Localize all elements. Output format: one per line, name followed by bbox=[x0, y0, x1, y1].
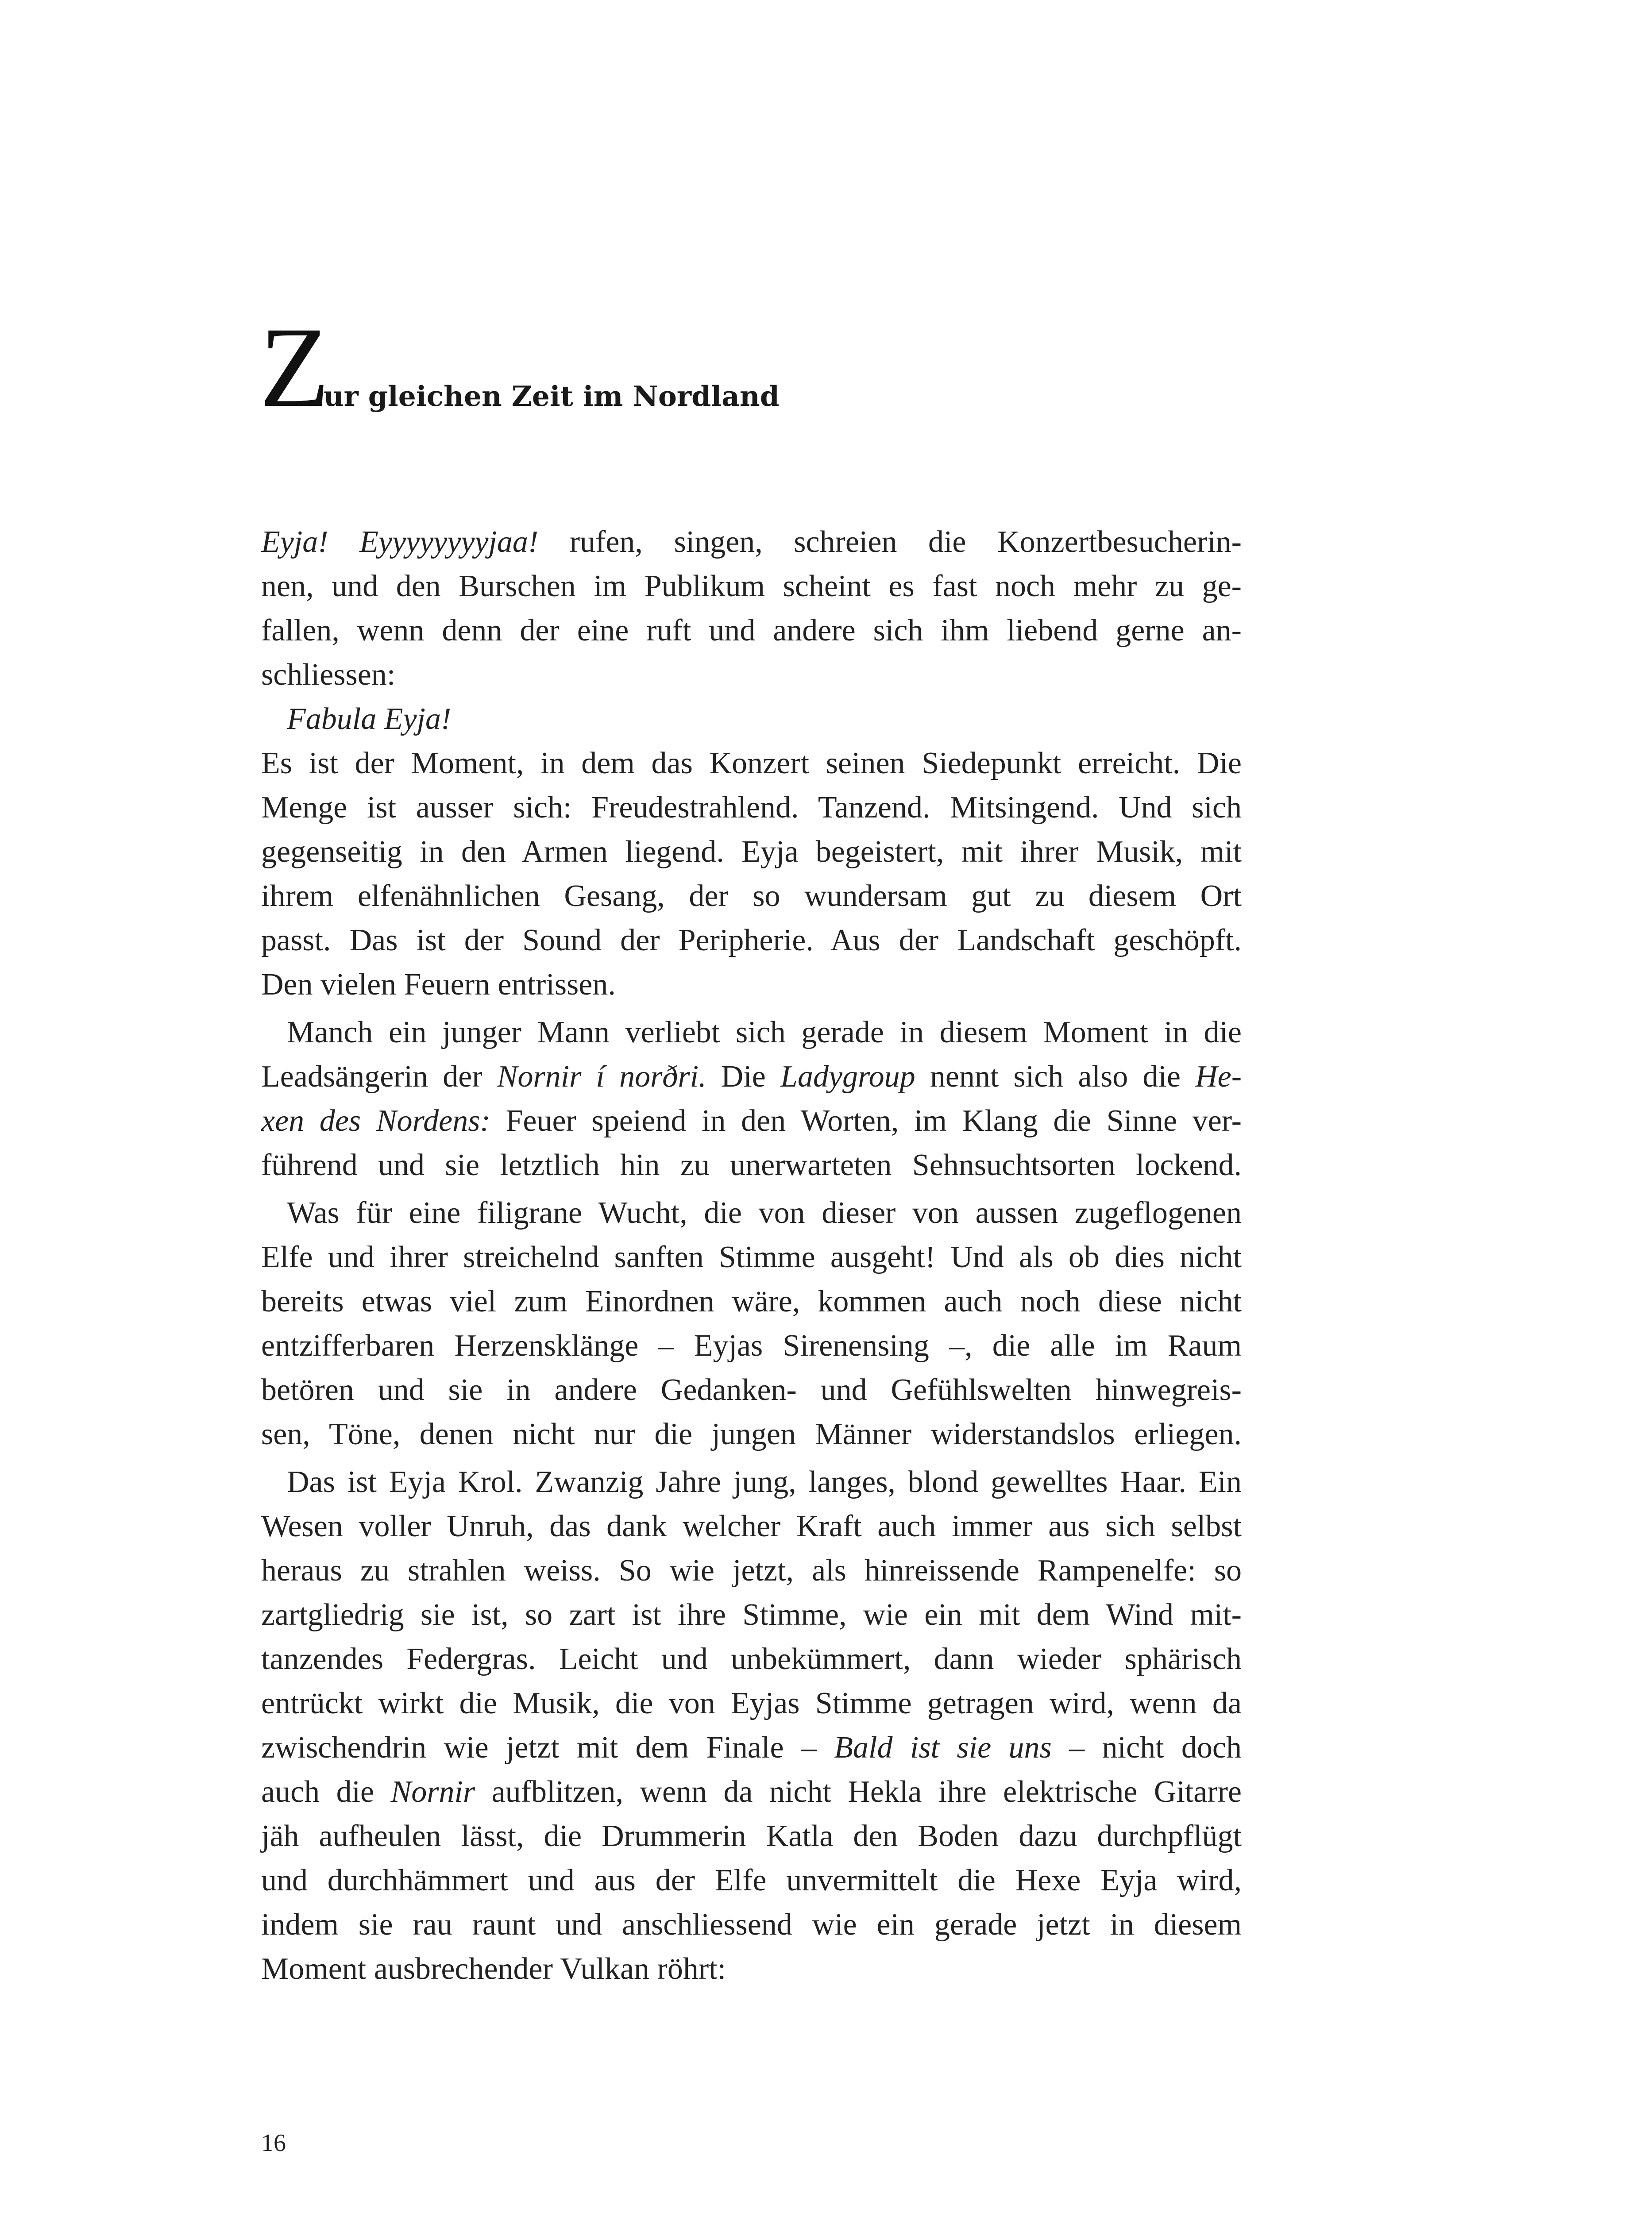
text-segment: Nornir bbox=[390, 1775, 475, 1809]
text-segment: Leadsängerin der bbox=[261, 1060, 497, 1094]
text-segment: fallen, wenn denn der eine ruft und andere sich ihm liebend gerne an- bbox=[261, 613, 1242, 648]
text-line bbox=[261, 1191, 1242, 1235]
text-segment: aufblitzen, wenn da nicht Hekla ihre elektrische Gitarre bbox=[475, 1775, 1242, 1809]
text-segment: Manch ein junger Mann verliebt sich gerade in diesem Moment in die bbox=[287, 1015, 1242, 1049]
text-line bbox=[261, 1814, 1242, 1858]
text-segment: heraus zu strahlen weiss. So wie jetzt, als hinreissende Rampenelfe: so bbox=[261, 1554, 1242, 1588]
text-line bbox=[261, 1903, 1242, 1947]
text-segment: Menge ist ausser sich: Freudestrahlend. Tanzend. Mitsingend. Und sich bbox=[261, 790, 1242, 825]
text-segment: bereits etwas viel zum Einordnen wäre, kommen auch noch diese nicht bbox=[261, 1284, 1242, 1319]
body-text bbox=[261, 520, 1242, 1991]
text-line bbox=[261, 830, 1242, 874]
text-segment: Elfe und ihrer streichelnd sanften Stimme ausgeht! Und als ob dies nicht bbox=[261, 1240, 1242, 1274]
text-segment: Wesen voller Unruh, das dank welcher Kraft auch immer aus sich selbst bbox=[261, 1509, 1242, 1543]
text-line bbox=[261, 1460, 1242, 1504]
text-segment: Den vielen Feuern entrissen. bbox=[261, 968, 616, 1002]
text-segment: indem sie rau raunt und anschliessend wie ein gerade jetzt in diesem bbox=[261, 1908, 1242, 1942]
text-segment: Was für eine filigrane Wucht, die von dieser von aussen zugeflogenen bbox=[287, 1196, 1242, 1230]
text-segment: Nornir í norðri. bbox=[497, 1060, 706, 1094]
text-segment: schliessen: bbox=[261, 658, 396, 692]
text-segment: xen des Nordens: bbox=[261, 1104, 490, 1138]
text-segment: entrückt wirkt die Musik, die von Eyjas Stimme getragen wird, wenn da bbox=[261, 1686, 1242, 1720]
text-segment: zartgliedrig sie ist, so zart ist ihre Stimme, wie ein mit dem Wind mit- bbox=[261, 1598, 1242, 1632]
text-segment: ihrem elfenähnlichen Gesang, der so wundersam gut zu diesem Ort bbox=[261, 879, 1242, 913]
text-segment: passt. Das ist der Sound der Peripherie. Aus der Landschaft geschöpft. bbox=[261, 923, 1242, 957]
text-line bbox=[261, 1504, 1242, 1549]
text-segment: nennt sich also die bbox=[915, 1060, 1196, 1094]
text-line bbox=[261, 520, 1242, 564]
text-line bbox=[261, 653, 1242, 697]
text-line bbox=[261, 697, 1242, 741]
text-segment: rufen, singen, schreien die Konzertbesucherin- bbox=[538, 525, 1242, 559]
text-segment: Bald ist sie uns bbox=[834, 1731, 1052, 1765]
drop-cap-initial: Z bbox=[259, 304, 330, 431]
text-segment: führend und sie letztlich hin zu unerwarteten Sehnsuchtsorten lockend. bbox=[261, 1148, 1242, 1182]
text-line bbox=[261, 609, 1242, 653]
text-line bbox=[261, 1726, 1242, 1770]
text-segment: – nicht doch bbox=[1051, 1731, 1242, 1765]
text-line bbox=[261, 1143, 1242, 1187]
text-line bbox=[261, 1235, 1242, 1280]
text-segment: jäh aufheulen lässt, die Drummerin Katla den Boden dazu durchpflügt bbox=[261, 1819, 1242, 1853]
text-line bbox=[261, 1368, 1242, 1412]
text-segment: Feuer speiend in den Worten, im Klang die Sinne ver- bbox=[490, 1104, 1242, 1138]
text-segment: betören und sie in andere Gedanken- und Gefühlswelten hinwegreis- bbox=[261, 1373, 1242, 1407]
text-line bbox=[261, 1280, 1242, 1324]
text-line bbox=[261, 1593, 1242, 1637]
text-segment: auch die bbox=[261, 1775, 391, 1809]
text-line bbox=[261, 786, 1242, 830]
chapter-title: ur gleichen Zeit im Nordland bbox=[323, 380, 780, 413]
text-segment: und durchhämmert und aus der Elfe unvermittelt die Hexe Eyja wird, bbox=[261, 1863, 1242, 1897]
text-segment: tanzendes Federgras. Leicht und unbekümmert, dann wieder sphärisch bbox=[261, 1642, 1242, 1676]
text-segment: entzifferbaren Herzensklänge – Eyjas Sirenensing –, die alle im Raum bbox=[261, 1329, 1242, 1363]
text-line bbox=[261, 1681, 1242, 1726]
text-segment: nen, und den Burschen im Publikum scheint es fast noch mehr zu ge- bbox=[261, 569, 1242, 603]
text-line bbox=[261, 1055, 1242, 1099]
text-line bbox=[261, 1858, 1242, 1903]
text-line bbox=[261, 741, 1242, 786]
text-line bbox=[261, 1099, 1242, 1143]
text-segment: Das ist Eyja Krol. Zwanzig Jahre jung, langes, blond gewelltes Haar. Ein bbox=[287, 1465, 1242, 1499]
text-segment: Es ist der Moment, in dem das Konzert seinen Siedepunkt erreicht. Die bbox=[261, 746, 1242, 780]
chapter-heading bbox=[259, 304, 780, 431]
text-segment: zwischendrin wie jetzt mit dem Finale – bbox=[261, 1731, 834, 1765]
text-line bbox=[261, 1010, 1242, 1055]
text-line bbox=[261, 1549, 1242, 1593]
text-line bbox=[261, 1412, 1242, 1457]
text-segment: gegenseitig in den Armen liegend. Eyja begeistert, mit ihrer Musik, mit bbox=[261, 835, 1242, 869]
text-segment: Die bbox=[706, 1060, 781, 1094]
text-line bbox=[261, 1770, 1242, 1814]
text-segment: He- bbox=[1195, 1060, 1242, 1094]
text-line bbox=[261, 564, 1242, 609]
text-line bbox=[261, 874, 1242, 918]
text-segment: sen, Töne, denen nicht nur die jungen Männer widerstandslos erliegen. bbox=[261, 1417, 1242, 1451]
text-line bbox=[261, 918, 1242, 963]
text-segment: Moment ausbrechender Vulkan röhrt: bbox=[261, 1952, 726, 1986]
page-number: 16 bbox=[261, 2129, 286, 2157]
text-line bbox=[261, 1637, 1242, 1681]
text-line bbox=[261, 963, 1242, 1007]
text-line bbox=[261, 1324, 1242, 1368]
text-segment: Eyja! Eyyyyyyyyjaa! bbox=[261, 525, 539, 559]
text-segment: Fabula Eyja! bbox=[287, 702, 452, 736]
text-line bbox=[261, 1947, 1242, 1991]
text-segment: Ladygroup bbox=[780, 1060, 915, 1094]
